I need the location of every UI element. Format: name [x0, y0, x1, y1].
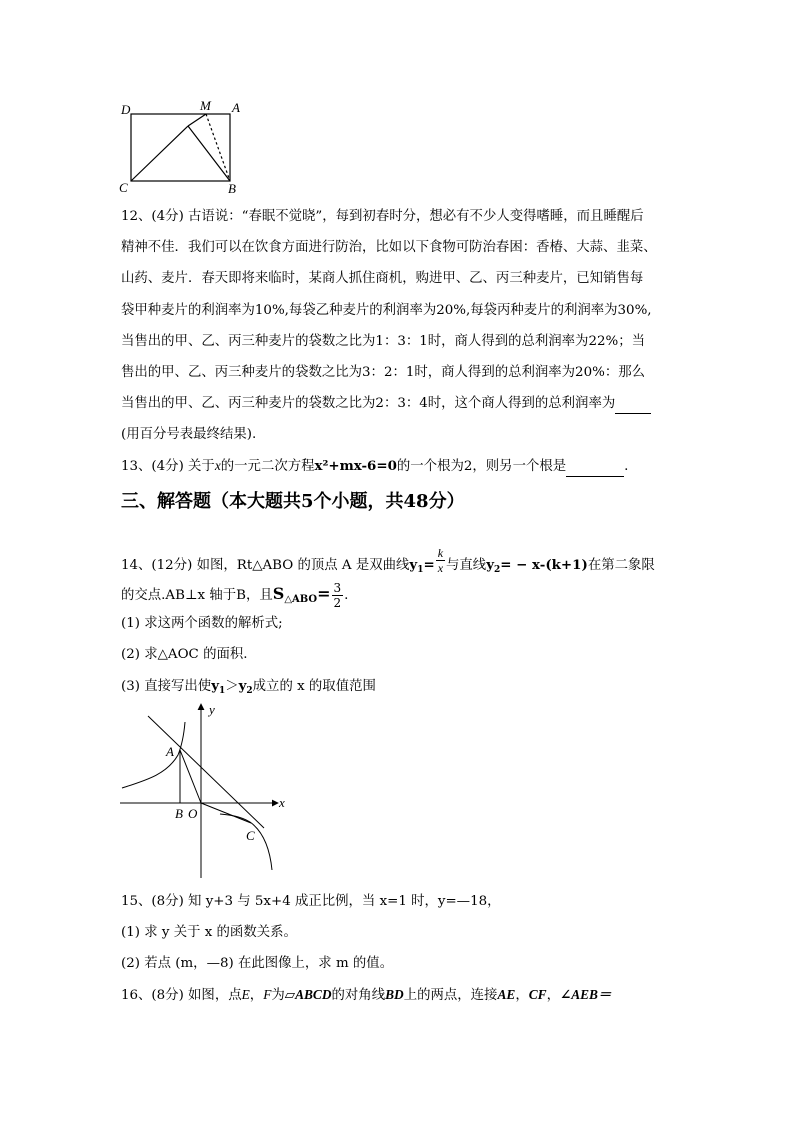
q13-line: [121, 457, 754, 477]
q12-line-3: 山药、麦片．春天即将来临时，某商人抓住商机，购进甲、乙、丙三种麦片，已知销售每: [121, 271, 644, 286]
q14-area-s: S: [272, 584, 285, 603]
rectangle-abcd: [131, 114, 230, 181]
answer-blank-q13[interactable]: [566, 458, 624, 477]
label-origin-o: O: [188, 806, 198, 821]
q16-wei: 为: [271, 988, 285, 1003]
label-point-c: C: [246, 828, 255, 843]
q14-part3-y1-sub: 1: [218, 686, 226, 696]
segment-fold-m: [188, 114, 206, 126]
q16-segment-cf: CF: [528, 987, 547, 1002]
q13-end: .: [624, 459, 629, 474]
q15-line-1: 15、(8分) 知 y+3 与 5x+4 成正比例，当 x=1 时，y=—18，: [121, 894, 501, 909]
q12-line-6: 售出的甲、乙、丙三种麦片的袋数之比为3：2：1时，商人得到的总利润率为20%：那么: [121, 365, 645, 380]
segment-fold-b: [188, 126, 230, 181]
q12-line-4: 袋甲种麦片的利润率为10%,每袋乙种麦片的利润率为20%,每袋丙种麦片的利润率为30%,: [121, 303, 652, 318]
q13-middle: 的一元二次方程: [220, 459, 315, 474]
q14-part3-prefix: (3) 直接写出使: [121, 679, 212, 694]
q16-point-f: F: [263, 987, 272, 1002]
label-point-a: A: [166, 744, 174, 759]
q15-part-2: (2) 若点 (m，—8) 在此图像上，求 m 的值。: [121, 956, 394, 971]
q14-line-equation: = − x-(k+1): [500, 557, 588, 573]
q13-prefix: 13、(4分) 关于: [121, 459, 215, 474]
q16-comma2: ，: [515, 988, 529, 1003]
segment-c-fold: [131, 126, 188, 181]
q14-line-2: [121, 581, 754, 610]
segment-ao: [180, 750, 201, 803]
fraction-denominator-2: 2: [333, 596, 342, 610]
q14-part3-y2: y: [238, 678, 247, 694]
hyperbola-branch-q2: [122, 722, 185, 788]
q16-parallelogram: ▱ABCD: [284, 987, 332, 1002]
dashed-segment-mb: [206, 114, 230, 181]
q14-area-eq: =: [317, 584, 331, 603]
q14-y2-sub: 2: [493, 565, 501, 575]
q16-mid: 的对角线: [331, 988, 386, 1003]
q16-point-e: E: [241, 987, 250, 1002]
q14-part-1: (1) 求这两个函数的解析式;: [121, 616, 283, 631]
label-a: A: [232, 100, 240, 115]
fraction-three-halves: [332, 581, 344, 610]
q13-equation: x²+mx-6=0: [314, 458, 397, 474]
q14-part3-y1: y: [211, 678, 219, 694]
q16-diagonal-bd: BD: [385, 987, 404, 1002]
label-c: C: [119, 180, 128, 195]
q14-prefix: 14、(12分) 如图，Rt△ABO 的顶点 A 是双曲线: [121, 558, 410, 573]
q12-line-2: 精神不佳．我们可以在饮食方面进行防治，比如以下食物可防治春困：香椿、大蒜、韭菜、: [121, 240, 657, 255]
label-y-axis: y: [209, 702, 215, 717]
label-b: B: [228, 181, 236, 196]
q14-part3-suffix: 成立的 x 的取值范围: [252, 679, 376, 694]
function-graph-figure: [112, 700, 302, 880]
q14-y1-sub: 1: [417, 565, 424, 575]
segment-oc: [201, 803, 251, 823]
q12-line-8: (用百分号表最终结果).: [121, 427, 257, 442]
q12-line-1: 12、(4分) 古语说：“春眠不觉晓”，每到初春时分，想必有不少人变得嗜睡，而且睡醒后: [121, 209, 644, 224]
fraction-numerator-k: k: [437, 546, 444, 560]
q14-period: .: [344, 588, 349, 603]
q16-mid2: 上的两点，连接: [403, 988, 498, 1003]
q14-y1: y: [409, 557, 418, 573]
q13-variable-x: x: [214, 458, 221, 473]
q13-suffix: 的一个根为2，则另一个根是: [396, 459, 567, 474]
q14-suffix: 在第二象限: [587, 558, 655, 573]
section-3-title: 三、解答题（本大题共5个小题，共48分）: [121, 491, 465, 512]
q12-line-5: 当售出的甲、乙、丙三种麦片的袋数之比为1：3：1时，商人得到的总利润率为22%；当: [121, 334, 645, 349]
q14-part-3: [121, 677, 754, 700]
q14-part-2: (2) 求△AOC 的面积.: [121, 647, 248, 662]
fraction-numerator-3: 3: [333, 581, 342, 595]
q16-comma3: ，: [546, 988, 560, 1003]
q16-line-1: [121, 986, 754, 1005]
q14-area-sub: △ABO: [284, 594, 318, 605]
q15-part-1: (1) 求 y 关于 x 的函数关系。: [121, 925, 297, 940]
q14-mid: 与直线: [446, 558, 487, 573]
q12-line-7-text: 当售出的甲、乙、丙三种麦片的袋数之比为2：3：4时，这个商人得到的总利润率为: [121, 396, 616, 411]
q16-angle-aeb: ∠AEB＝: [559, 987, 612, 1002]
label-d: D: [121, 102, 131, 117]
label-point-b: B: [175, 806, 183, 821]
q14-y2: y: [486, 557, 494, 573]
q14-part3-gt: ＞: [225, 679, 239, 694]
q16-segment-ae: AE: [497, 987, 516, 1002]
label-m: M: [200, 98, 211, 113]
q16-prefix: 16、(8分) 如图，点: [121, 988, 242, 1003]
label-x-axis: x: [279, 795, 285, 810]
q16-comma: ，: [249, 988, 264, 1003]
answer-blank-q12[interactable]: [615, 395, 651, 414]
q14-eq: =: [423, 557, 435, 573]
q14-line-1: [121, 546, 754, 579]
rectangle-figure: [115, 96, 250, 196]
fraction-k-over-x: [436, 546, 445, 575]
q14-part3-y2-sub: 2: [246, 686, 253, 696]
q14-line2-prefix: 的交点.AB⊥x 轴于B，且: [121, 588, 273, 603]
q12-line-7: [121, 395, 754, 414]
fraction-denominator-x: x: [437, 561, 444, 575]
straight-line-y2: [148, 716, 264, 828]
